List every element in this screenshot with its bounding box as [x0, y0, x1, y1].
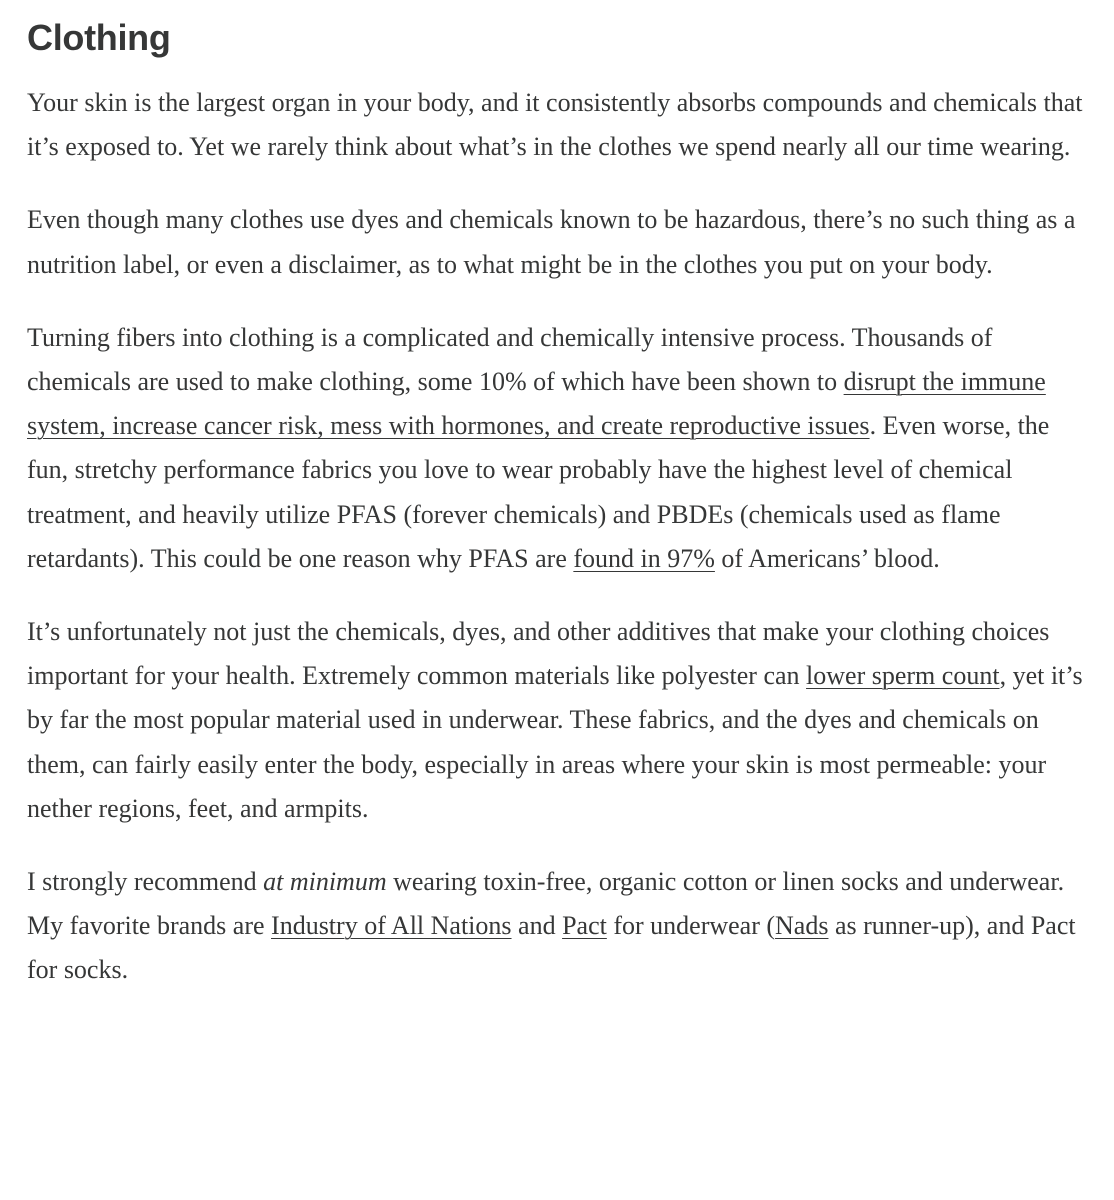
paragraph-skin-organ-text: Your skin is the largest organ in your body, and it consistently absorbs compounds and chemicals that it’s exposed to. Yet we rarely think about what’s in the clothes we spend nearly all our time wearing. — [27, 88, 1083, 162]
recommendation-text: wearing toxin-free, organic cotton or linen socks and underwear. My favorite brands are — [27, 867, 1065, 941]
paragraph-materials-text-end: , yet it’s by far the most popular material used in underwear. These fabrics, and the dyes and chemicals on them, can fairly easily enter the body, especially in areas where your skin is most permeable: your nether regions, feet, and armpits. — [27, 661, 1083, 823]
paragraph-chemicals-text-start: Turning fibers into clothing is a complicated and chemically intensive process. Thousands of chemicals are used to make clothing, some 10% of which have been shown to — [27, 322, 993, 397]
paragraph-chemicals — [27, 316, 1088, 581]
recommendation-for-underwear: for underwear ( — [606, 911, 776, 941]
recommendation-and: and — [511, 911, 563, 941]
paragraph-chemicals-text-end: of Americans’ blood. — [714, 543, 940, 573]
section-title: Clothing — [27, 17, 171, 58]
recommendation-intro: I strongly recommend — [27, 867, 264, 897]
paragraph-materials-text-start: It’s unfortunately not just the chemicals, dyes, and other additives that make your clothing choices important for your health. Extremely common materials like polyester can — [27, 617, 1050, 691]
lower-sperm-count-link[interactable]: lower sperm count — [806, 661, 1000, 691]
health-risks-link[interactable]: disrupt the immune system, increase cancer risk, mess with hormones, and create reproductive issues — [27, 367, 1046, 441]
pact-link[interactable]: Pact — [562, 911, 607, 941]
paragraph-chemicals-text-middle: . Even worse, the fun, stretchy performance fabrics you love to wear probably have the highest level of chemical treatment, and heavily utilize PFAS (forever chemicals) and PBDEs (chemicals used as flame retardants). This could be one reason why PFAS are — [27, 411, 1050, 573]
found-in-97-link[interactable]: found in 97% — [573, 543, 715, 573]
industry-of-all-nations-link[interactable]: Industry of All Nations — [271, 911, 512, 941]
paragraph-materials — [27, 610, 1088, 831]
recommendation-ending: as runner-up), and Pact for socks. — [27, 911, 1076, 985]
paragraph-recommendation — [27, 860, 1088, 993]
nads-link[interactable]: Nads — [775, 911, 829, 941]
paragraph-skin-organ — [27, 81, 1088, 169]
paragraph-no-label-text: Even though many clothes use dyes and chemicals known to be hazardous, there’s no such thing as a nutrition label, or even a disclaimer, as to what might be in the clothes you put on your body. — [27, 205, 1076, 279]
paragraph-no-label — [27, 198, 1088, 286]
recommendation-emphasis: at minimum — [263, 867, 387, 897]
